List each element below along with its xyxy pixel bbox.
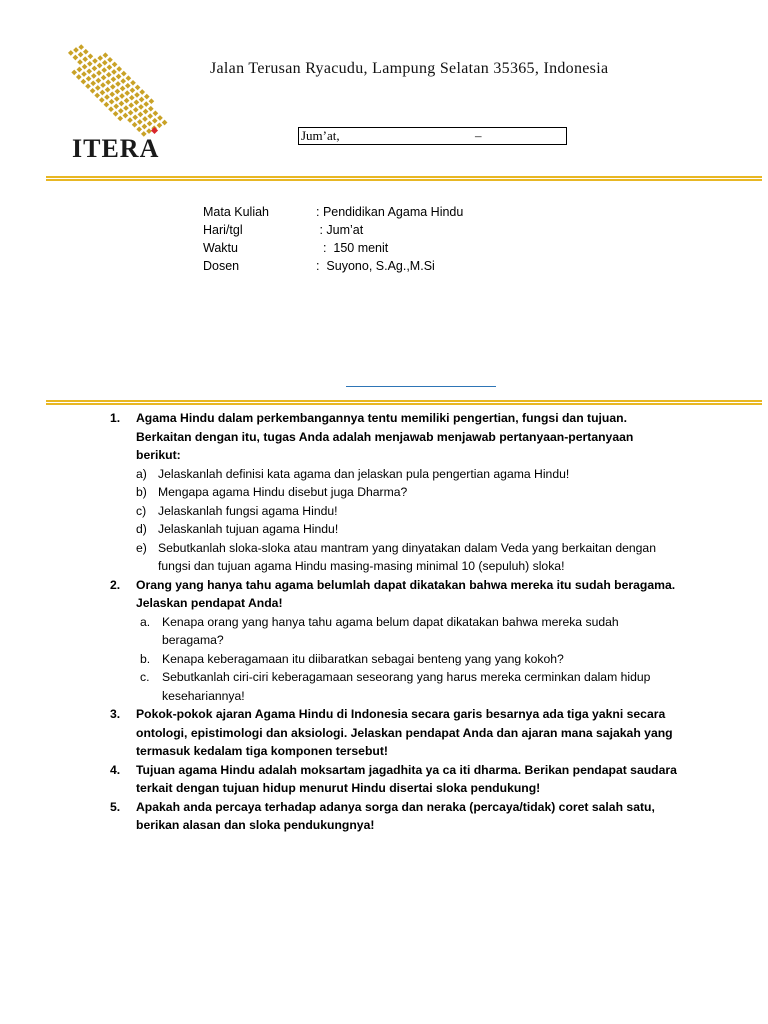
info-value: : Pendidikan Agama Hindu: [316, 205, 464, 219]
logo-tile: [132, 122, 138, 128]
logo-tile: [143, 101, 149, 107]
logo-tile: [134, 99, 140, 105]
logo-tile: [103, 52, 109, 58]
logo-tile: [162, 120, 168, 126]
course-info: [203, 203, 463, 275]
logo-tile: [71, 70, 77, 76]
logo-tile: [100, 90, 106, 96]
sub-question: [136, 650, 680, 669]
info-value: : 150 menit: [316, 241, 389, 255]
logo-tile: [85, 83, 91, 89]
logo-tile: [95, 85, 101, 91]
logo-tile: [96, 78, 102, 84]
question-item: [110, 576, 680, 706]
logo-tile: [116, 74, 122, 80]
date-field-value: Jum’at,: [301, 128, 340, 143]
sub-question: [136, 520, 680, 539]
logo-tile: [149, 98, 155, 104]
logo-tile: [83, 49, 89, 55]
logo-tile: [128, 102, 134, 108]
logo-tile: [106, 72, 112, 78]
logo-tile: [144, 94, 150, 100]
logo-tile: [97, 63, 103, 69]
logo-tile: [78, 44, 84, 50]
logo-tile: [119, 101, 125, 107]
logo-tile: [114, 96, 120, 102]
logo-tile: [126, 75, 132, 81]
logo-tile: [104, 102, 110, 108]
logo-tile: [133, 107, 139, 113]
sub-question: [136, 483, 680, 502]
logo-tile: [90, 80, 96, 86]
logo-tile: [142, 124, 148, 130]
sub-question: [136, 539, 680, 576]
logo-tile: [100, 82, 106, 88]
logo-tile: [99, 97, 105, 103]
logo-tile: [123, 105, 129, 111]
sub-question-label: b): [136, 485, 147, 499]
logo-wordmark: ITERA: [72, 134, 160, 163]
logo-tile: [102, 60, 108, 66]
logo-tile: [138, 104, 144, 110]
link-underline: [346, 386, 496, 387]
logo-tile: [120, 78, 126, 84]
logo-tile: [81, 79, 87, 85]
question-text: Tujuan agama Hindu adalah moksartam jagadhita ya ca iti dharma. Berikan pendapat saudara terkait dengan tujuan hidup menurut Hindu disertai sloka pendukung!: [136, 762, 677, 795]
logo-tile: [90, 88, 96, 94]
question-text: Agama Hindu dalam perkembangannya tentu memiliki pengertian, fungsi dan tujuan. Berkaitan dengan itu, tugas Anda adalah menjawab menjawab pertanyaan-pertanyaan berikut:: [136, 411, 634, 462]
logo-tile: [110, 84, 116, 90]
logo-tile: [143, 109, 149, 115]
logo-tile: [147, 121, 153, 127]
question-number: 1.: [110, 411, 121, 425]
logo-tile: [132, 114, 138, 120]
logo-tile: [97, 55, 103, 61]
logo-tile: [105, 79, 111, 85]
logo-tile: [120, 86, 126, 92]
logo-tile: [87, 61, 93, 67]
logo-tile: [130, 87, 136, 93]
logo-tile: [77, 59, 83, 65]
logo-tile: [135, 85, 141, 91]
logo-tile: [121, 71, 127, 77]
info-label: Dosen: [203, 259, 240, 273]
sub-question-text: Sebutkanlah sloka-sloka atau mantram yang dinyatakan dalam Veda yang berkaitan dengan fungsi dan tujuan agama Hindu masing-masing minimal 10 (sepuluh) sloka!: [158, 540, 656, 573]
sub-question-text: Mengapa agama Hindu disebut juga Dharma?: [158, 485, 408, 499]
logo-tile: [116, 66, 122, 72]
logo-tile: [73, 47, 79, 53]
info-row: [203, 203, 463, 221]
sumatra-map-icon: [60, 42, 170, 137]
logo-tile: [91, 73, 97, 79]
logo-tile: [153, 110, 159, 116]
sub-question-label: d): [136, 522, 147, 536]
sub-question-text: Jelaskanlah definisi kata agama dan jelaskan pula pengertian agama Hindu!: [158, 466, 570, 481]
logo-tile: [107, 57, 113, 63]
sub-question-label: c): [136, 503, 147, 518]
question-number: 3.: [110, 707, 121, 721]
logo-tile: [82, 64, 88, 70]
itera-logo: [60, 42, 170, 162]
sub-question-text: Sebutkanlah ciri-ciri keberagamaan seseorang yang harus mereka cerminkan dalam hidup kesehariannya!: [162, 670, 651, 703]
logo-tile: [111, 69, 117, 75]
sub-question-label: e): [136, 540, 147, 555]
logo-tile: [138, 112, 144, 118]
question-text: Apakah anda percaya terhadap adanya sorga dan neraka (percaya/tidak) coret salah satu, berikan alasan dan sloka pendukungnya!: [136, 799, 655, 832]
logo-tile: [157, 115, 163, 121]
question-item: [110, 761, 680, 798]
logo-tile: [101, 75, 107, 81]
logo-tile: [92, 66, 98, 72]
logo-tile: [117, 116, 123, 122]
logo-tile: [107, 64, 113, 70]
sub-question: [136, 668, 680, 705]
logo-tile: [142, 116, 148, 122]
info-row: [203, 239, 463, 257]
institution-address: Jalan Terusan Ryacudu, Lampung Selatan 35365, Indonesia: [210, 60, 609, 77]
info-label: Waktu: [203, 241, 238, 255]
logo-tile: [88, 53, 94, 59]
question-text: Pokok-pokok ajaran Agama Hindu di Indonesia secara garis besarnya ada tiga yakni secara ontologi, epistimologi dan aksiologi. Jelaskan pendapat Anda dan ajaran mana sajakah yang termasuk kedalam tiga komponen tersebut!: [136, 707, 673, 758]
question-item: [110, 798, 680, 835]
date-field-dash: –: [475, 128, 482, 143]
logo-tile: [115, 81, 121, 87]
sub-question-text: Jelaskanlah fungsi agama Hindu!: [158, 503, 338, 518]
sub-question-label: a.: [140, 614, 151, 629]
sub-question: [136, 502, 680, 521]
logo-tile: [125, 83, 131, 89]
info-label: Mata Kuliah: [203, 205, 270, 219]
logo-tile: [157, 122, 163, 128]
logo-tile: [129, 95, 135, 101]
logo-tile: [127, 117, 133, 123]
info-row: [203, 257, 463, 275]
logo-tile: [73, 55, 79, 61]
logo-tile: [137, 119, 143, 125]
question-item: [110, 705, 680, 761]
sub-question-label: b.: [140, 651, 151, 666]
logo-tile: [139, 97, 145, 103]
logo-tile: [147, 113, 153, 119]
logo-tile: [123, 113, 129, 119]
logo-tile: [136, 126, 142, 132]
question-number: 2.: [110, 577, 121, 592]
question-number: 5.: [110, 799, 121, 814]
header-divider: [46, 176, 762, 181]
logo-tile: [94, 93, 100, 99]
logo-tile: [139, 89, 145, 95]
logo-tile: [82, 56, 88, 62]
info-row: [203, 221, 463, 239]
logo-tile: [124, 98, 130, 104]
sub-question: [136, 465, 680, 484]
sub-question-label: c.: [140, 670, 150, 684]
logo-tile: [78, 52, 84, 58]
sub-question-text: Kenapa keberagamaan itu diibaratkan sebagai benteng yang yang kokoh?: [162, 651, 564, 666]
logo-tile: [96, 70, 102, 76]
logo-tile: [76, 74, 82, 80]
sub-question: [136, 613, 680, 650]
logo-tile: [92, 58, 98, 64]
logo-tile: [101, 67, 107, 73]
section-divider: [46, 400, 762, 405]
logo-tile: [112, 62, 118, 68]
logo-tile: [86, 68, 92, 74]
logo-tile: [115, 89, 121, 95]
logo-tile: [124, 90, 130, 96]
sub-question-text: Jelaskanlah tujuan agama Hindu!: [158, 522, 339, 536]
logo-tile: [130, 80, 136, 86]
logo-tile: [113, 111, 119, 117]
logo-tile: [111, 76, 117, 82]
logo-tile: [119, 93, 125, 99]
logo-tile: [86, 76, 92, 82]
info-value: : Jum’at: [316, 223, 364, 237]
logo-tile: [128, 110, 134, 116]
question-text: Orang yang hanya tahu agama belumlah dapat dikatakan bahwa mereka itu sudah beragama. Jelaskan pendapat Anda!: [136, 577, 676, 610]
logo-tile: [104, 94, 110, 100]
logo-tile: [81, 71, 87, 77]
logo-tile: [68, 50, 74, 56]
question-item: [110, 409, 680, 576]
logo-tile: [105, 87, 111, 93]
sub-question-label: a): [136, 466, 147, 481]
logo-tile: [77, 67, 83, 73]
logo-tile: [152, 118, 158, 124]
question-number: 4.: [110, 762, 121, 777]
info-label: Hari/tgl: [203, 223, 243, 237]
date-field[interactable]: [298, 127, 567, 145]
logo-tile: [109, 99, 115, 105]
logo-tile: [113, 103, 119, 109]
logo-tile: [109, 91, 115, 97]
question-list: [110, 409, 680, 835]
logo-tile: [148, 106, 154, 112]
logo-tile: [134, 92, 140, 98]
sub-question-text: Kenapa orang yang hanya tahu agama belum dapat dikatakan bahwa mereka sudah beragama?: [162, 614, 619, 647]
logo-tile: [118, 108, 124, 114]
logo-tile: [108, 106, 114, 112]
info-value: : Suyono, S.Ag.,M.Si: [316, 259, 435, 273]
